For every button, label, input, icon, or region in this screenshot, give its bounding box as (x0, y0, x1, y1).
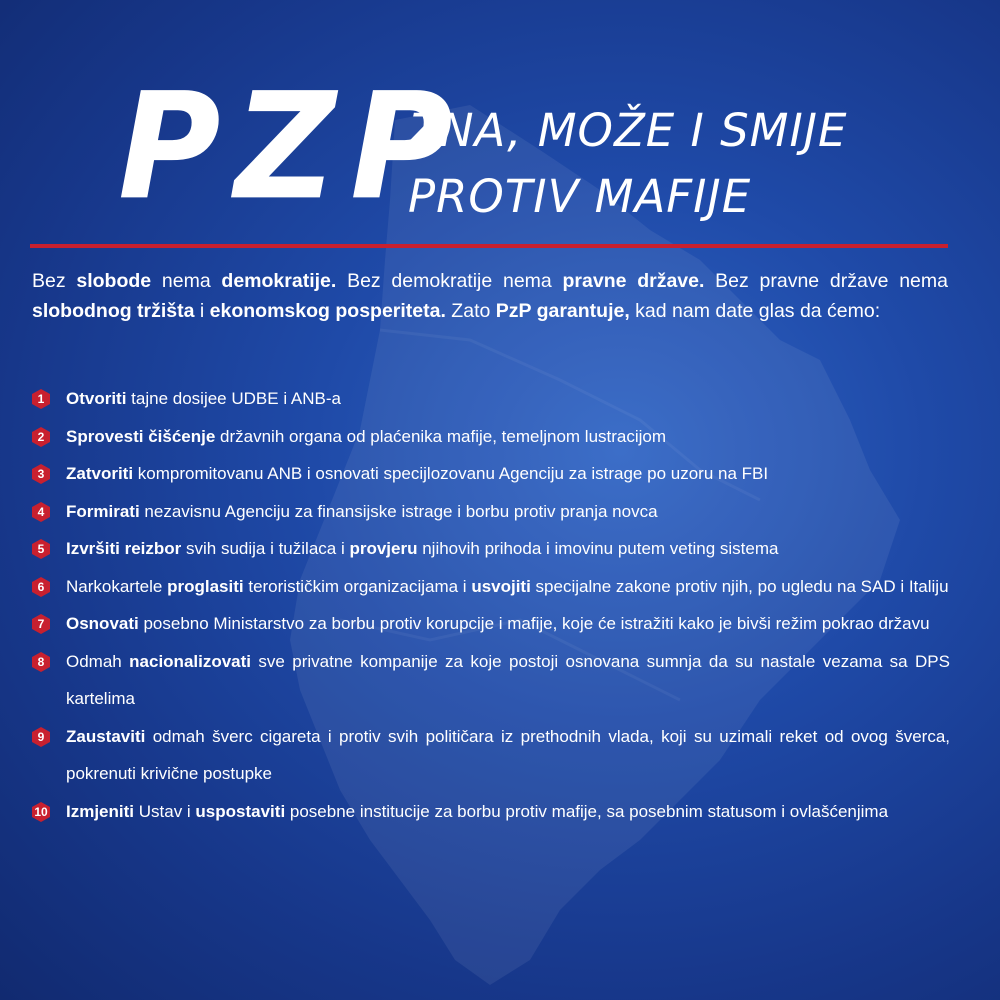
pzp-logo: PZP (118, 61, 467, 234)
promise-text (66, 802, 888, 821)
promise-plain-text: terorističkim organizacijama i (243, 576, 472, 596)
intro-text: Bez (32, 270, 77, 292)
intro-bold-text: PzP garantuje, (495, 300, 630, 322)
promise-plain-text: nezavisnu Agenciju za finansijske istrage i borbu protiv pranja novca (139, 501, 658, 521)
intro-text: Bez pravne države nema (704, 270, 948, 292)
number-badge-label: 9 (37, 729, 45, 744)
number-badge-label: 5 (37, 542, 45, 556)
number-badge (30, 613, 52, 635)
number-badge-label: 10 (34, 804, 48, 819)
slogan-line-1: ZNA, MOŽE I SMIJE (408, 104, 848, 157)
number-badge (30, 726, 52, 748)
intro-bold-text: demokratije. (221, 270, 337, 292)
promise-text (66, 427, 666, 446)
number-badge-label: 8 (37, 654, 45, 669)
promise-text (66, 389, 341, 408)
promise-plain-text: posebno Ministarstvo za borbu protiv korupcije i mafije, koje će istražiti kako je bivši režim pokrao državu (138, 614, 930, 633)
number-badge (30, 426, 52, 448)
red-divider (30, 244, 948, 248)
promise-plain-text: svih sudija i tužilaca i (181, 539, 350, 558)
number-badge-label: 2 (37, 429, 45, 444)
intro-bold-text: pravne države. (562, 270, 705, 292)
intro-text: kad nam date glas da ćemo: (629, 300, 881, 322)
number-badge (30, 501, 52, 523)
intro-text: Zato (445, 300, 496, 322)
promise-plain-text: kompromitovanu ANB i osnovati specijlozovanu Agenciju za istrage po uzoru na FBI (133, 464, 769, 483)
promise-item (30, 793, 950, 831)
number-badge (30, 388, 52, 410)
number-badge (30, 801, 52, 823)
promise-plain-text: specijalne zakone protiv njih, po ugledu na SAD i Italiju (530, 576, 949, 596)
promise-plain-text: posebne institucije za borbu protiv mafije, sa posebnim statusom i ovlašćenjima (285, 801, 889, 821)
intro-bold-text: slobode (76, 270, 152, 292)
promise-item (30, 643, 950, 718)
promise-text (66, 614, 930, 633)
promise-bold-text: Izmjeniti (66, 801, 135, 821)
promise-text (66, 539, 778, 558)
promise-bold-text: Sprovesti čišćenje (66, 426, 216, 446)
promise-text (66, 577, 949, 596)
promise-bold-text: nacionalizovati (129, 651, 252, 671)
promise-item (30, 455, 950, 493)
promise-plain-text: državnih organa od plaćenika mafije, temeljnom lustracijom (215, 426, 667, 446)
promise-text (66, 727, 950, 784)
slogan-line-2: PROTIV MAFIJE (408, 170, 752, 223)
promise-item (30, 605, 950, 643)
promise-item (30, 568, 950, 606)
promise-item (30, 380, 950, 418)
intro-bold-text: slobodnog tržišta (32, 300, 195, 322)
intro-paragraph (32, 266, 948, 326)
promise-list (30, 380, 950, 830)
promise-bold-text: usvojiti (471, 576, 531, 596)
promise-text (66, 502, 658, 521)
intro-text: i (194, 300, 210, 322)
promise-bold-text: provjeru (349, 539, 418, 558)
number-badge-label: 1 (37, 392, 45, 406)
promise-item (30, 493, 950, 531)
promise-plain-text: Odmah (66, 651, 130, 671)
promise-plain-text: sve privatne kompanije za koje postoji osnovana sumnja da su nastale vezama sa DPS kartelima (66, 651, 950, 708)
number-badge-label: 3 (37, 467, 45, 481)
number-badge-label: 7 (37, 617, 45, 631)
promise-plain-text: tajne dosijee UDBE i ANB-a (126, 389, 341, 408)
number-badge (30, 463, 52, 485)
promise-bold-text: Formirati (66, 501, 140, 521)
promise-text (66, 464, 768, 483)
promise-bold-text: uspostaviti (195, 801, 286, 821)
promise-bold-text: Izvršiti reizbor (66, 539, 182, 558)
promise-bold-text: proglasiti (167, 576, 244, 596)
promise-plain-text: odmah šverc cigareta i protiv svih političara iz prethodnih vlada, koji su uzimali reket od ovog šverca, pokrenuti krivične postupke (66, 726, 950, 783)
number-badge-label: 4 (37, 504, 45, 519)
intro-text: Bez demokratije nema (336, 270, 563, 292)
promise-plain-text: njihovih prihoda i imovinu putem veting sistema (417, 539, 779, 558)
promise-bold-text: Zaustaviti (66, 726, 146, 746)
number-badge (30, 651, 52, 673)
promise-item (30, 418, 950, 456)
promise-item (30, 530, 950, 568)
number-badge-label: 6 (37, 579, 45, 594)
promise-plain-text: Narkokartele (66, 576, 168, 596)
intro-bold-text: ekonomskog posperiteta. (209, 300, 446, 322)
promise-item (30, 718, 950, 793)
intro-text: nema (151, 270, 222, 292)
promise-plain-text: Ustav i (134, 801, 196, 821)
slogan (408, 98, 847, 230)
promise-text (66, 652, 950, 709)
promise-bold-text: Otvoriti (66, 389, 127, 408)
promise-bold-text: Zatvoriti (66, 464, 134, 483)
number-badge (30, 538, 52, 560)
promise-bold-text: Osnovati (66, 614, 139, 633)
number-badge (30, 576, 52, 598)
